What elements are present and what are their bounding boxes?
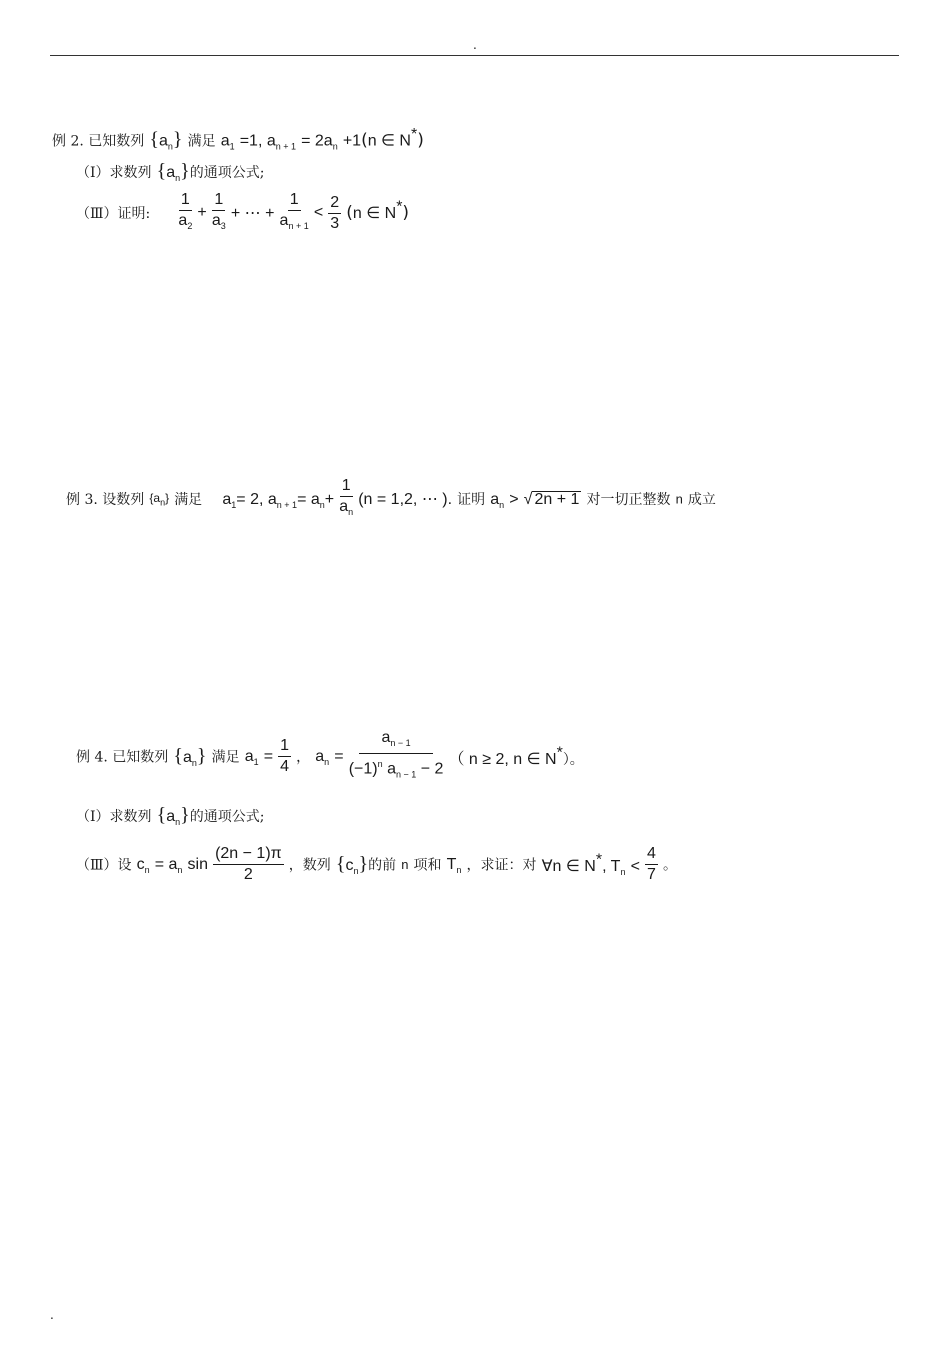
brace-open: { [173, 744, 183, 767]
seq-a: a [158, 132, 168, 150]
T2: , T [602, 858, 621, 876]
seq-n: n [167, 141, 173, 152]
fraction [178, 192, 192, 234]
brace-open: { [156, 160, 167, 182]
ex2-part2 [76, 192, 409, 234]
cond-text: = a [297, 490, 320, 508]
den-tail: − 2 [420, 760, 444, 778]
paren: ( [361, 130, 368, 151]
brace-open: { [156, 804, 167, 826]
frac-den: 4 [280, 757, 290, 775]
cn-def [136, 854, 208, 876]
seq-braced [335, 852, 369, 877]
frac-den: 2 [243, 866, 253, 883]
seq-n: n [175, 817, 181, 828]
a1: a [244, 747, 254, 765]
brace-open: { [149, 128, 159, 151]
seq-braced [173, 744, 207, 768]
frac-num: 1 [212, 192, 225, 211]
T-term [446, 854, 462, 876]
seq-n: n [353, 866, 359, 877]
fraction [213, 846, 284, 883]
num-a: a [381, 729, 391, 746]
header-dot: . [473, 38, 477, 52]
frac-num: 1 [340, 478, 353, 497]
condition [448, 744, 584, 768]
part1-tail: 的通项公式; [189, 809, 265, 825]
den-sub: n [348, 507, 354, 518]
cond-a: a [222, 490, 232, 508]
an-term [315, 746, 343, 765]
an: a [315, 747, 325, 765]
less-than: < [630, 858, 640, 876]
seq-a: a [166, 164, 176, 181]
fraction [278, 738, 291, 775]
ex3-label: 例 3. 设数列 [66, 492, 145, 509]
seq-text: ，数列 [288, 857, 331, 874]
T-sub: n [456, 865, 462, 876]
plus: + [197, 204, 207, 222]
den-sup: n [377, 759, 383, 770]
ineq-a: a [490, 490, 500, 508]
ex2-part1 [76, 160, 264, 183]
star: * [595, 851, 603, 869]
greater-than: > [509, 490, 519, 508]
den-a: a [279, 212, 289, 229]
equals: = [263, 747, 274, 765]
domain-text: n ∈ N [352, 205, 397, 223]
den-sub: 3 [220, 221, 226, 232]
cond-sub: n [332, 141, 338, 152]
brace-close: } [358, 852, 369, 875]
seq-n: n [175, 173, 181, 184]
paren: ( [346, 203, 353, 224]
frac-num [359, 730, 432, 754]
frac-den [178, 211, 192, 234]
part1-tail: 的通项公式; [189, 165, 265, 181]
cond-tail: ）。 [562, 751, 584, 768]
fraction [339, 478, 353, 520]
c-sub: n [144, 865, 150, 876]
cond-tail: (n = 1,2, ⋯ ). [358, 491, 453, 509]
paren: ) [402, 203, 410, 224]
cond-sub: n [319, 499, 325, 510]
fraction [328, 195, 341, 232]
brace-close: } [180, 804, 190, 826]
sin: sin [187, 855, 208, 873]
tail-end: 成立 [687, 492, 716, 509]
ineq-sub: n [499, 499, 505, 510]
brace-close: } [180, 160, 190, 182]
cond-text: = 2, a [236, 490, 277, 508]
den-a: a [387, 760, 396, 778]
ex2-statement [52, 126, 424, 152]
frac-num: (2n − 1)π [213, 846, 284, 865]
prove-text: 证明 [457, 492, 486, 509]
paren: ) [417, 130, 424, 151]
brace-close: } [172, 128, 183, 151]
frac-den [280, 211, 309, 234]
frac-num: 1 [278, 738, 291, 757]
fraction [212, 192, 226, 234]
forall: ∀n ∈ N [541, 858, 596, 876]
fraction [645, 846, 658, 883]
prove-text: ，求证：对 [466, 857, 537, 874]
c: c [136, 855, 145, 873]
part1-label: （Ⅰ）求数列 [76, 809, 152, 825]
ellipsis: + ⋯ + [230, 205, 275, 223]
c-eq-sub: n [177, 865, 183, 876]
frac-den [339, 497, 353, 520]
seq-n: n [160, 497, 166, 508]
seq-c: c [345, 856, 354, 874]
brace-close: } [196, 744, 207, 767]
ex4-part2 [76, 846, 677, 883]
ex4-part1 [76, 804, 264, 827]
num-sub: n − 1 [390, 738, 411, 749]
front-n: n [401, 857, 409, 872]
forall-term [541, 851, 640, 878]
cond-text: （ n ≥ 2, n ∈ N [448, 750, 557, 768]
frac-den [212, 211, 226, 234]
frac-num: 1 [179, 192, 192, 211]
inequality [490, 489, 581, 508]
frac-num: 4 [645, 846, 658, 865]
seq-a: a [182, 748, 192, 766]
comma: ， [296, 749, 311, 766]
den-a: a [211, 212, 221, 229]
seq-a: a [166, 808, 176, 825]
satisfy-text: 满足 [174, 492, 203, 509]
ex4-label: 例 4. 已知数列 [76, 749, 169, 766]
frac-den: 3 [330, 214, 340, 232]
c-eq: = a [154, 855, 178, 873]
front-text: 的前 [368, 857, 397, 874]
plus: + [324, 490, 335, 508]
frac-den: 7 [647, 866, 656, 883]
cond-text: =1, a [239, 132, 276, 150]
star: * [410, 126, 418, 143]
satisfy-text: 满足 [211, 749, 240, 766]
cond-text: +1 [342, 132, 362, 150]
brace-open: { [335, 852, 346, 875]
condition [222, 489, 334, 508]
a1-term [245, 746, 273, 765]
cond-sub: n + 1 [276, 499, 298, 510]
den-sub: n + 1 [288, 221, 309, 232]
frac-num: 1 [288, 192, 301, 211]
star: * [396, 198, 403, 216]
part2-label: （Ⅲ）设 [76, 857, 132, 874]
ex4-statement [76, 730, 584, 783]
header-rule [50, 55, 899, 56]
part1-label: （Ⅰ）求数列 [76, 165, 152, 181]
cond-a: a [220, 132, 230, 150]
fraction [280, 192, 309, 234]
frac-den [349, 754, 444, 783]
den-a: a [339, 498, 349, 515]
T2-sub: n [620, 867, 626, 878]
cond-sub: n + 1 [275, 141, 297, 152]
den-sub: n − 1 [395, 769, 417, 780]
den-part: (−1) [348, 760, 378, 778]
seq-n: n [191, 757, 197, 768]
den-a: a [178, 212, 188, 229]
footer-dot: . [50, 1308, 54, 1322]
cond-sub: 1 [229, 141, 235, 152]
cond-text: = 2a [301, 132, 333, 150]
sqrt-body: 2n + 1 [534, 490, 580, 508]
a1-sub: 1 [253, 756, 259, 767]
equals: = [334, 747, 344, 765]
seq-braced: $\{a_n\}$ [149, 490, 170, 508]
star: * [556, 744, 563, 762]
sqrt-sign: √ [523, 490, 533, 508]
T: T [446, 855, 457, 873]
satisfy-text: 满足 [187, 133, 216, 150]
tail-n: n [675, 491, 683, 507]
cond-sub: 1 [231, 499, 237, 510]
end-mark: 。 [663, 857, 677, 874]
less-than: < [313, 204, 324, 222]
sum-text: 项和 [413, 857, 442, 874]
ex2-label: 例 2. 已知数列 [52, 133, 145, 150]
part2-label: （Ⅲ）证明: [76, 206, 151, 223]
tail-text: 对一切正整数 [586, 492, 671, 509]
an-sub: n [324, 756, 330, 767]
seq-a: a [153, 490, 161, 505]
ex3-statement [66, 478, 716, 520]
den-sub: 2 [187, 221, 193, 232]
fraction [349, 730, 444, 783]
frac-num: 2 [328, 195, 341, 214]
domain-text: n ∈ N [367, 132, 411, 150]
